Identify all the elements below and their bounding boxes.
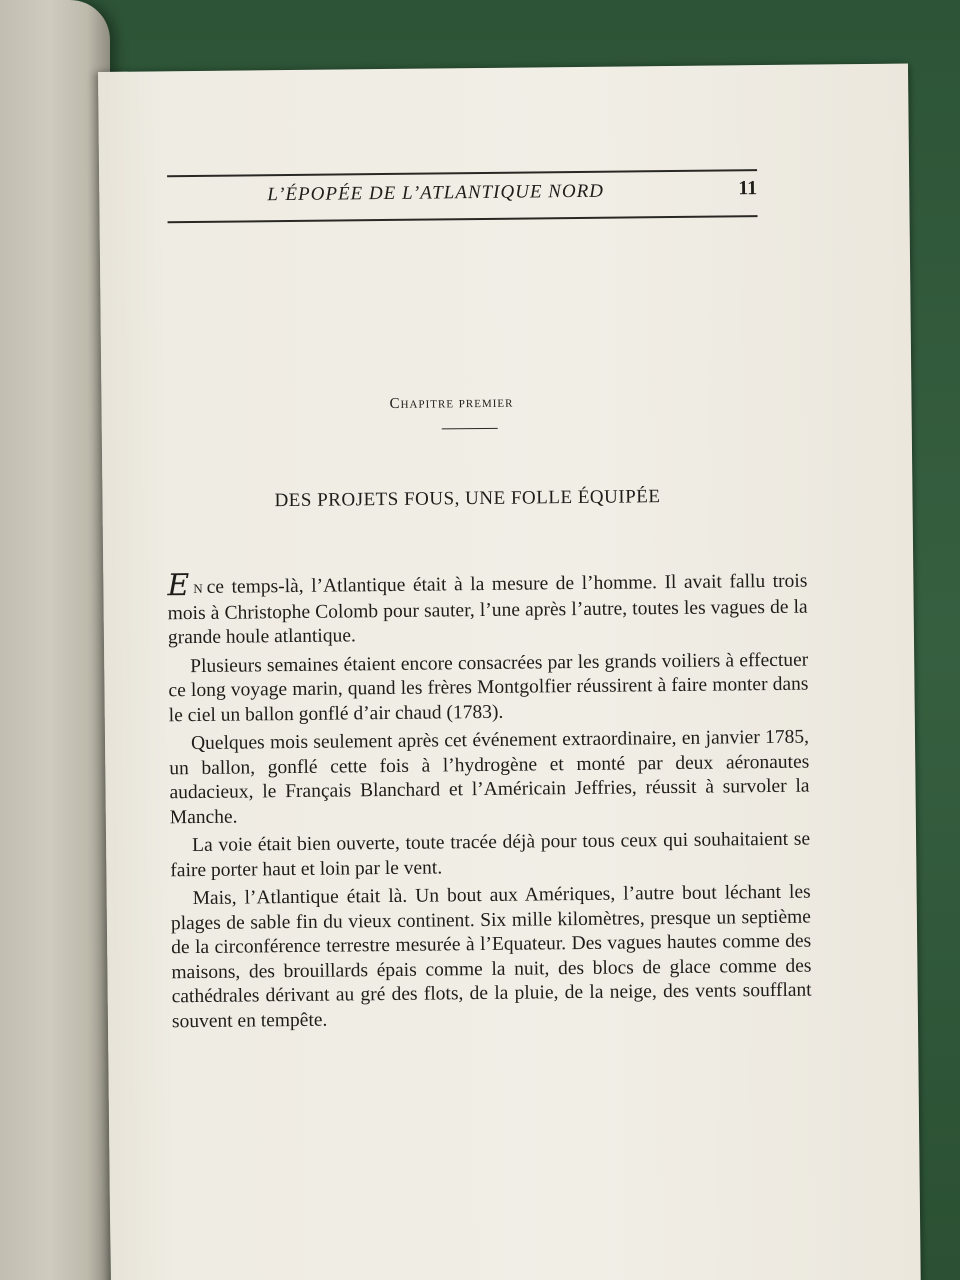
paragraph-5: Mais, l’Atlantique était là. Un bout aux Amériques, l’autre bout léchant les plages de sable fin du vieux continent. Six mille kilomètres, presque un septième de la circonférence terrestre mesurée à l’Equateur. Des vagues hautes comme des maisons, des brouillards épais comme la nuit, des blocs de glace comme des cathédrales dérivant au gré des flots, de la pluie, de la neige, des vents soufflant souvent en tempête. [170,881,812,1032]
chapter-title: DES PROJETS FOUS, UNE FOLLE ÉQUIPÉE [274,486,661,512]
drop-cap-rest: N [193,580,203,597]
paragraph-3: Quelques mois seulement après cet événement extraordinaire, en janvier 1785, un ballon, gonflé cette fois à l’hydrogène et monté par deux aéronautes audacieux, le Français Blanchard et l’Américain Jeffries, réussit à survoler la Manche. [169,726,810,828]
page-number: 11 [738,177,758,200]
running-header [167,169,757,223]
running-title: L’ÉPOPÉE DE L’ATLANTIQUE NORD [267,180,605,206]
paragraph-1-text: ce temps-là, l’Atlantique était à la mesure de l’homme. Il avait fallu trois mois à Christophe Colomb pour sauter, l’une après l’autre, toutes les vagues de la grande houle atlantique. [167,570,808,649]
previous-page-edge [0,0,110,1280]
chapter-label: Chapitre premier [389,394,514,412]
body-text [167,570,812,1039]
drop-cap: E [167,568,190,604]
paragraph-1 [167,570,808,651]
chapter-divider [442,428,498,430]
paragraph-4: La voie était bien ouverte, toute tracée déjà pour tous ceux qui souhaitaient se faire porter haut et loin par le vent. [170,828,811,881]
paragraph-2: Plusieurs semaines étaient encore consacrées par les grands voiliers à effectuer ce long voyage marin, quand les frères Montgolfier réussirent à faire monter dans le ciel un ballon gonflé d’air chaud (1783). [168,649,809,726]
book-page [98,64,921,1280]
